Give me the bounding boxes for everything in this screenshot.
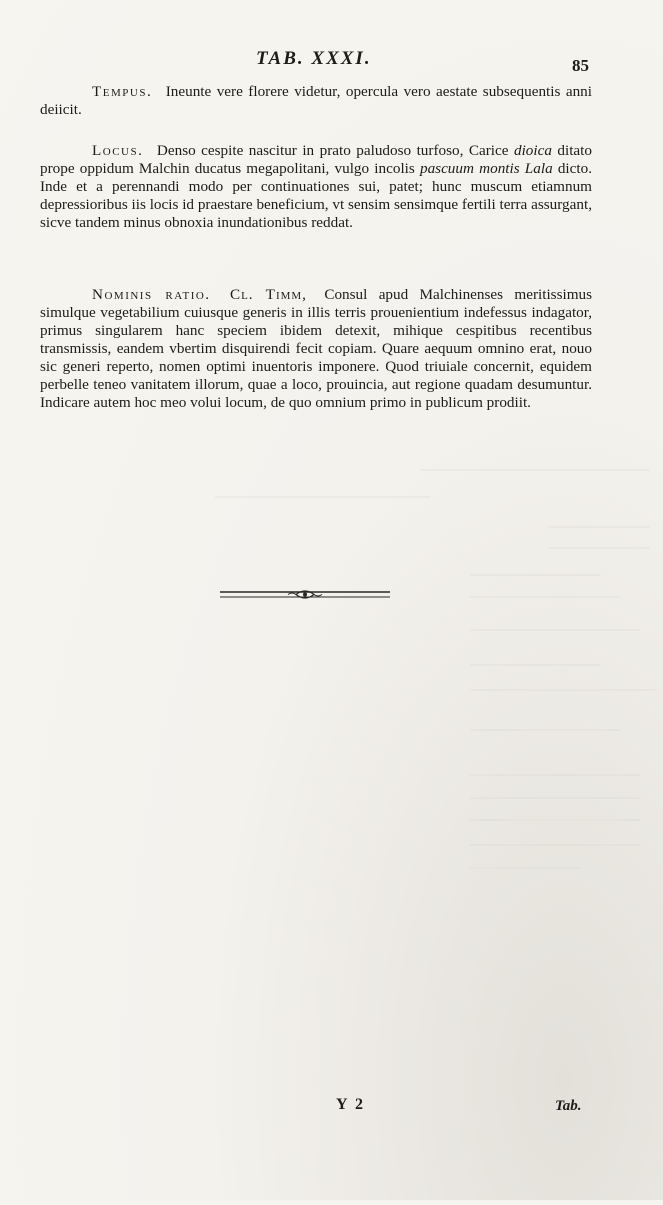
page-number: 85 [572,56,589,75]
catchword: Tab. [555,1098,582,1114]
signature-mark: Y 2 [336,1096,365,1113]
ornamental-rule-icon [218,586,392,604]
paragraph-tempus [40,83,592,119]
paragraph-text-part: dicto. Inde et a perennandi modo per continuationes sui, patet; hunc muscum etiamnum depressioribus iis locis id praestare beneficium, vt sensim sensimque fertili terra assurgant, sicve tandem minus obnoxia inundationibus reddat. [40,160,593,231]
place-name-italic: pascuum montis Lala [419,160,553,177]
paragraph-text-part: Denso cespite nascitur in prato paludoso turfoso, Carice [156,142,514,159]
running-title: TAB. XXXI. [256,48,372,69]
paragraph-lead: Nominis ratio. [92,286,211,303]
paragraph-text: Ineunte vere florere videtur, opercula vero aestate subsequentis anni deiicit. [40,83,592,118]
paragraph-lead: Tempus. [92,83,153,100]
paragraph-nominis-ratio [40,286,592,412]
paragraph-lead: Locus. [92,142,144,159]
species-name-italic: dioica [513,142,552,159]
discoverer-name: Cl. Timm, [229,286,307,303]
paragraph-text: Consul apud Malchinenses meritissimus simulque vegetabilium cuiusque generis in illis terris prouenientium indefessus indagator, primus singularem hanc speciem ibidem detexit, mihique cespitibus recentibus transmissis, eandem vbertim disquirendi fecit copiam. Quare aequum omnino erat, nouo sic generi reperto, nomen optimi inuentoris imponere. Quod triuiale concernit, equidem perbelle teneo vanitatem illorum, quae a loco, prouincia, aut regione quadam desumuntur. Indicare autem hoc meo volui locum, de quo omnium primo in publicum prodiit. [40,286,593,411]
paragraph-text-part: ditato prope oppidum Malchin ducatus megapolitani, vulgo incolis [40,142,592,177]
paragraph-locus [40,142,592,232]
page-header [0,44,663,74]
